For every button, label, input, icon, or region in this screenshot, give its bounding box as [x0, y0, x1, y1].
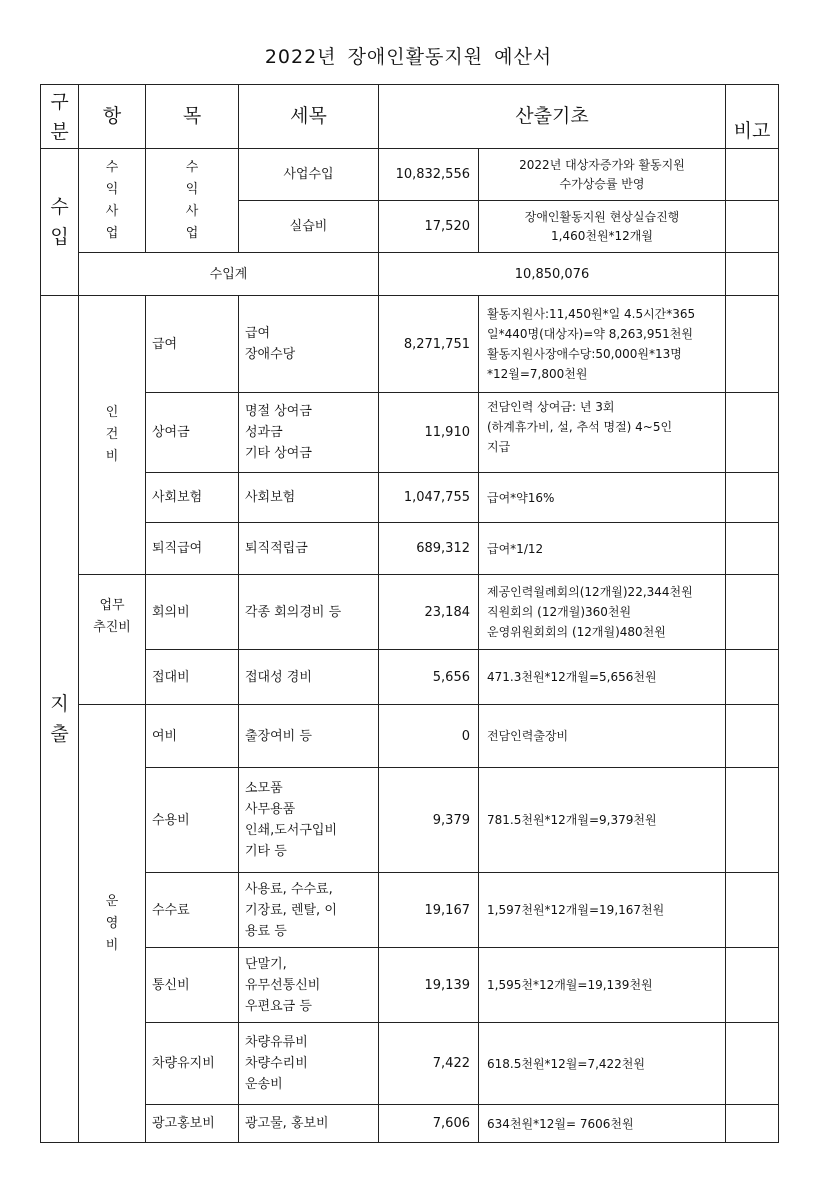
basis-cell: 제공인력월례회의(12개월)22,344천원 직원회의 (12개월)360천원 운영위원회회의 (12개월)480천원: [479, 575, 726, 650]
bigo-cell: [726, 296, 779, 393]
semok-cell: 실습비: [239, 201, 379, 253]
amount-cell: 19,167: [379, 873, 479, 948]
table-row: [41, 650, 779, 705]
header-hang: 항: [79, 85, 146, 149]
semok-cell: 각종 회의경비 등: [239, 575, 379, 650]
amount-cell: 689,312: [379, 523, 479, 575]
amount-cell: 8,271,751: [379, 296, 479, 393]
header-semok: 세목: [239, 85, 379, 149]
bigo-cell: [726, 948, 779, 1023]
basis-cell: 급여*1/12: [479, 523, 726, 575]
mok-cell: 접대비: [146, 650, 239, 705]
semok-cell: 명절 상여금 성과금 기타 상여금: [239, 393, 379, 473]
bigo-cell: [726, 768, 779, 873]
table-row: [41, 296, 779, 393]
mok-cell: 퇴직급여: [146, 523, 239, 575]
mok-cell: 차량유지비: [146, 1023, 239, 1105]
expense-hang-personnel: 인 건 비: [79, 296, 146, 575]
bigo-cell: [726, 201, 779, 253]
table-row: [41, 523, 779, 575]
bigo-cell: [726, 650, 779, 705]
semok-cell: 광고물, 홍보비: [239, 1105, 379, 1143]
header-bigo: 비고: [726, 85, 779, 149]
bigo-cell: [726, 873, 779, 948]
semok-cell: 접대성 경비: [239, 650, 379, 705]
basis-cell: 활동지원사:11,450원*일 4.5시간*365 일*440명(대상자)=약 8,263,951천원 활동지원사장애수당:50,000원*13명 *12월=7,800천원: [479, 296, 726, 393]
mok-cell: 광고홍보비: [146, 1105, 239, 1143]
semok-cell: 퇴직적립금: [239, 523, 379, 575]
mok-cell: 수수료: [146, 873, 239, 948]
basis-cell: 1,597천원*12개월=19,167천원: [479, 873, 726, 948]
basis-cell: 전담인력출장비: [479, 705, 726, 768]
amount-cell: 0: [379, 705, 479, 768]
semok-cell: 출장여비 등: [239, 705, 379, 768]
semok-cell: 사업수입: [239, 149, 379, 201]
table-row: [41, 1105, 779, 1143]
table-row: [41, 575, 779, 650]
table-row: [41, 768, 779, 873]
table-row: [41, 948, 779, 1023]
bigo-cell: [726, 149, 779, 201]
basis-cell: 471.3천원*12개월=5,656천원: [479, 650, 726, 705]
bigo-cell: [726, 575, 779, 650]
table-row: [41, 393, 779, 473]
amount-cell: 9,379: [379, 768, 479, 873]
header-basis: 산출기초: [379, 85, 726, 149]
basis-cell: 781.5천원*12개월=9,379천원: [479, 768, 726, 873]
amount-cell: 1,047,755: [379, 473, 479, 523]
mok-cell: 사회보험: [146, 473, 239, 523]
table-row: [41, 873, 779, 948]
page-title: 2022년 장애인활동지원 예산서: [264, 46, 553, 68]
income-total-label: 수입계: [79, 253, 379, 296]
section-expense: 지 출: [41, 296, 79, 1143]
basis-cell: 634천원*12월= 7606천원: [479, 1105, 726, 1143]
mok-cell: 통신비: [146, 948, 239, 1023]
section-income: 수 입: [41, 149, 79, 296]
income-total-row: [41, 253, 779, 296]
mok-cell: 회의비: [146, 575, 239, 650]
mok-cell: 수용비: [146, 768, 239, 873]
basis-cell: 급여*약16%: [479, 473, 726, 523]
basis-cell: 618.5천원*12월=7,422천원: [479, 1023, 726, 1105]
bigo-cell: [726, 705, 779, 768]
bigo-cell: [726, 523, 779, 575]
expense-hang-business: 업무 추진비: [79, 575, 146, 705]
amount-cell: 11,910: [379, 393, 479, 473]
amount-cell: 19,139: [379, 948, 479, 1023]
bigo-cell: [726, 393, 779, 473]
table-row: [41, 1023, 779, 1105]
amount-cell: 17,520: [379, 201, 479, 253]
bigo-cell: [726, 253, 779, 296]
amount-cell: 10,832,556: [379, 149, 479, 201]
amount-cell: 23,184: [379, 575, 479, 650]
table-row: [41, 149, 779, 201]
expense-hang-operating: 운 영 비: [79, 705, 146, 1143]
mok-cell: 상여금: [146, 393, 239, 473]
amount-cell: 5,656: [379, 650, 479, 705]
semok-cell: 차량유류비 차량수리비 운송비: [239, 1023, 379, 1105]
income-total-value: 10,850,076: [379, 253, 726, 296]
basis-cell: 전담인력 상여금: 년 3회 (하계휴가비, 설, 추석 명절) 4~5인 지급: [479, 393, 726, 473]
header-mok: 목: [146, 85, 239, 149]
mok-cell: 급여: [146, 296, 239, 393]
bigo-cell: [726, 1023, 779, 1105]
semok-cell: 급여 장애수당: [239, 296, 379, 393]
table-row: [41, 705, 779, 768]
semok-cell: 소모품 사무용품 인쇄,도서구입비 기타 등: [239, 768, 379, 873]
header-gubun: 구 분: [41, 85, 79, 149]
semok-cell: 사용료, 수수료, 기장료, 렌탈, 이 용료 등: [239, 873, 379, 948]
budget-table: [40, 84, 779, 1143]
basis-cell: 장애인활동지원 현상실습진행 1,460천원*12개월: [479, 201, 726, 253]
amount-cell: 7,422: [379, 1023, 479, 1105]
basis-cell: 2022년 대상자증가와 활동지원 수가상승률 반영: [479, 149, 726, 201]
amount-cell: 7,606: [379, 1105, 479, 1143]
table-row: [41, 473, 779, 523]
mok-cell: 여비: [146, 705, 239, 768]
bigo-cell: [726, 473, 779, 523]
basis-cell: 1,595천*12개월=19,139천원: [479, 948, 726, 1023]
semok-cell: 사회보험: [239, 473, 379, 523]
income-mok: 수 익 사 업: [146, 149, 239, 253]
semok-cell: 단말기, 유무선통신비 우편요금 등: [239, 948, 379, 1023]
income-hang: 수 익 사 업: [79, 149, 146, 253]
bigo-cell: [726, 1105, 779, 1143]
header-row: [41, 85, 779, 149]
